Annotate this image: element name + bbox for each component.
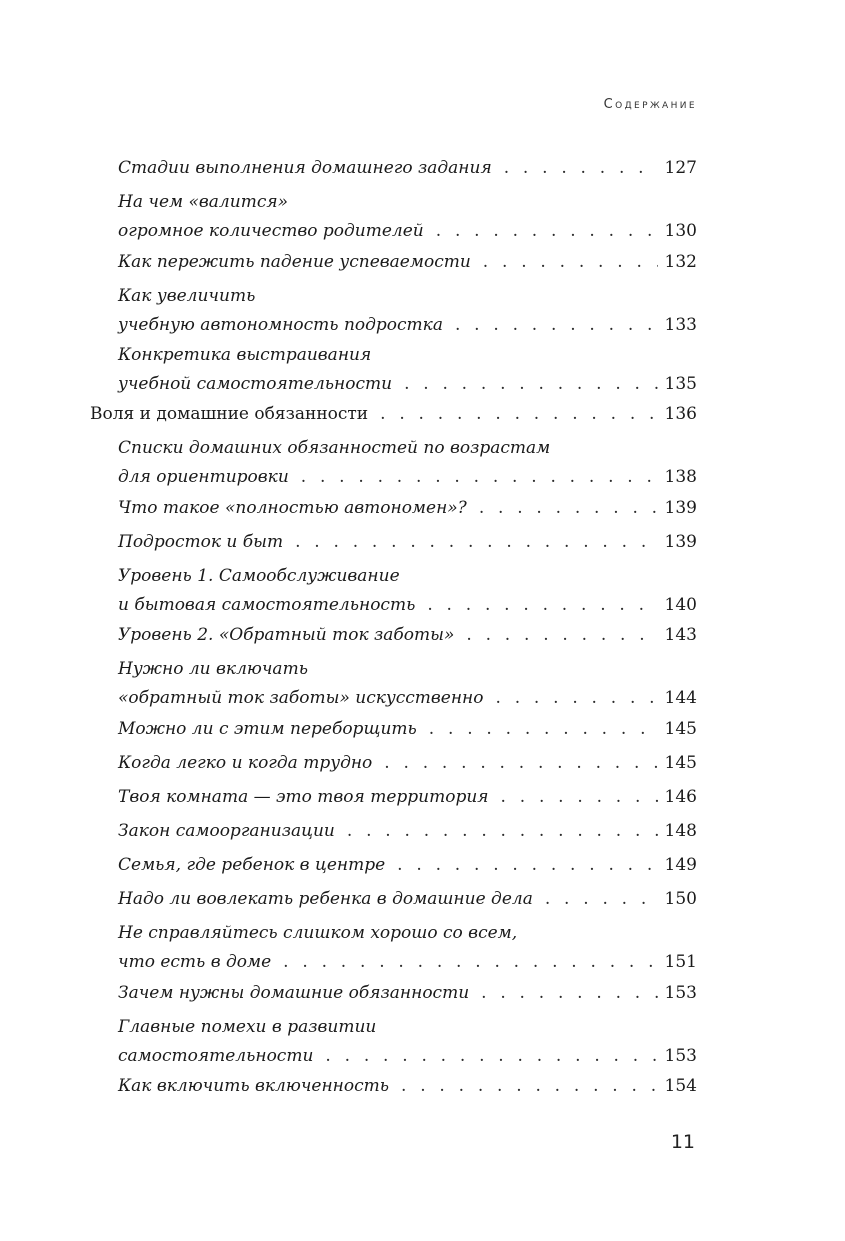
dot-leader bbox=[401, 1072, 658, 1101]
toc-page-number: 135 bbox=[664, 374, 697, 394]
dot-leader bbox=[404, 370, 657, 399]
toc-page-number: 139 bbox=[664, 532, 697, 552]
toc-entry-title: Уровень 1. Самообслуживание bbox=[118, 566, 400, 586]
toc-entry-title-continued: для ориентировки bbox=[118, 467, 289, 487]
toc-page-number: 133 bbox=[664, 315, 697, 335]
dot-leader bbox=[347, 817, 658, 846]
dot-leader bbox=[479, 494, 658, 523]
toc-entry-title: Главные помехи в развитии bbox=[118, 1017, 377, 1037]
toc-entry[interactable] bbox=[118, 749, 697, 778]
toc-entry-title: Зачем нужны домашние обязанности bbox=[118, 983, 470, 1003]
toc-entry-title: Закон самоорганизации bbox=[118, 821, 335, 841]
toc-entry-title: Не справляйтесь слишком хорошо со всем, bbox=[118, 923, 518, 943]
dot-leader bbox=[427, 591, 657, 620]
dot-leader bbox=[436, 217, 658, 246]
toc-entry-title: На чем «валится» bbox=[118, 192, 288, 212]
dot-leader bbox=[466, 621, 657, 650]
dot-leader bbox=[504, 154, 658, 183]
toc-entry-title: Списки домашних обязанностей по возрастам bbox=[118, 438, 551, 458]
toc-entry-title: Как включить включенность bbox=[118, 1076, 389, 1096]
toc-page-number: 145 bbox=[664, 753, 697, 773]
toc-entry[interactable] bbox=[118, 528, 697, 557]
toc-chapter-entry[interactable] bbox=[90, 400, 697, 429]
toc-entry-title: Конкретика выстраивания bbox=[118, 345, 372, 365]
toc-entry[interactable] bbox=[118, 817, 697, 846]
dot-leader bbox=[545, 885, 658, 914]
dot-leader bbox=[501, 783, 658, 812]
toc-entry[interactable] bbox=[118, 562, 697, 620]
toc-entry-title: Нужно ли включать bbox=[118, 659, 308, 679]
toc-entry[interactable] bbox=[118, 621, 697, 650]
page-number: 11 bbox=[670, 1131, 695, 1153]
dot-leader bbox=[325, 1042, 657, 1071]
toc-page-number: 140 bbox=[664, 595, 697, 615]
toc-page-number: 148 bbox=[664, 821, 697, 841]
toc-page-number: 138 bbox=[664, 467, 697, 487]
toc-entry[interactable] bbox=[118, 979, 697, 1008]
toc-page-number: 146 bbox=[664, 787, 697, 807]
dot-leader bbox=[483, 248, 658, 277]
toc-entry-title-continued: учебную автономность подростка bbox=[118, 315, 443, 335]
toc-entry[interactable] bbox=[118, 341, 697, 399]
toc-entry-title-continued: «обратный ток заботы» искусственно bbox=[118, 688, 484, 708]
toc-page-number: 127 bbox=[664, 158, 697, 178]
toc-entry[interactable] bbox=[118, 282, 697, 340]
toc-entry-title-continued: учебной самостоятельности bbox=[118, 374, 393, 394]
toc-page-number: 145 bbox=[664, 719, 697, 739]
toc-entry-title-continued: самостоятельности bbox=[118, 1046, 314, 1066]
toc-entry-title: Семья, где ребенок в центре bbox=[118, 855, 386, 875]
running-head: Содержание bbox=[603, 97, 697, 112]
dot-leader bbox=[481, 979, 657, 1008]
toc-entry-title: Как пережить падение успеваемости bbox=[118, 252, 471, 272]
toc-entry-title-continued: и бытовая самостоятельность bbox=[118, 595, 416, 615]
dot-leader bbox=[397, 851, 657, 880]
toc-entry[interactable] bbox=[118, 783, 697, 812]
toc-entry-title: Когда легко и когда трудно bbox=[118, 753, 373, 773]
toc-page-number: 144 bbox=[664, 688, 697, 708]
toc-entry[interactable] bbox=[118, 434, 697, 492]
toc-entry[interactable] bbox=[118, 188, 697, 246]
toc-entry-title: Уровень 2. «Обратный ток заботы» bbox=[118, 625, 455, 645]
toc-page-number: 136 bbox=[664, 404, 697, 424]
toc-entry[interactable] bbox=[118, 494, 697, 523]
toc-page-number: 151 bbox=[664, 952, 697, 972]
toc-page-number: 153 bbox=[664, 1046, 697, 1066]
toc-entry-title-continued: огромное количество родителей bbox=[118, 221, 424, 241]
toc-entry[interactable] bbox=[118, 248, 697, 277]
dot-leader bbox=[283, 948, 657, 977]
toc-entry[interactable] bbox=[118, 1013, 697, 1071]
toc-page-number: 150 bbox=[664, 889, 697, 909]
toc-page-number: 130 bbox=[664, 221, 697, 241]
toc-entry[interactable] bbox=[118, 655, 697, 713]
toc-entry[interactable] bbox=[118, 154, 697, 183]
toc-entry[interactable] bbox=[118, 919, 697, 977]
toc-page-number: 143 bbox=[664, 625, 697, 645]
toc-entry[interactable] bbox=[118, 1072, 697, 1101]
toc-entry[interactable] bbox=[118, 851, 697, 880]
toc-entry-title-continued: что есть в доме bbox=[118, 952, 272, 972]
toc-page-number: 132 bbox=[664, 252, 697, 272]
toc-entry[interactable] bbox=[118, 885, 697, 914]
dot-leader bbox=[301, 463, 658, 492]
toc-entry-title: Как увеличить bbox=[118, 286, 256, 306]
toc-entry-title: Подросток и быт bbox=[118, 532, 284, 552]
toc-page-number: 139 bbox=[664, 498, 697, 518]
toc-entry[interactable] bbox=[118, 715, 697, 744]
toc-page-number: 153 bbox=[664, 983, 697, 1003]
dot-leader bbox=[384, 749, 657, 778]
toc-entry-title: Можно ли с этим переборщить bbox=[118, 719, 417, 739]
toc-entry-title: Твоя комната — это твоя территория bbox=[118, 787, 489, 807]
toc-chapter-title: Воля и домашние обязанности bbox=[90, 404, 369, 424]
dot-leader bbox=[380, 400, 657, 429]
toc-page-number: 154 bbox=[664, 1076, 697, 1096]
dot-leader bbox=[495, 684, 657, 713]
dot-leader bbox=[295, 528, 657, 557]
dot-leader bbox=[455, 311, 658, 340]
toc-entry-title: Стадии выполнения домашнего задания bbox=[118, 158, 492, 178]
toc-entry-title: Надо ли вовлекать ребенка в домашние дела bbox=[118, 889, 533, 909]
dot-leader bbox=[429, 715, 658, 744]
toc-page-number: 149 bbox=[664, 855, 697, 875]
toc-entry-title: Что такое «полностью автономен»? bbox=[118, 498, 467, 518]
